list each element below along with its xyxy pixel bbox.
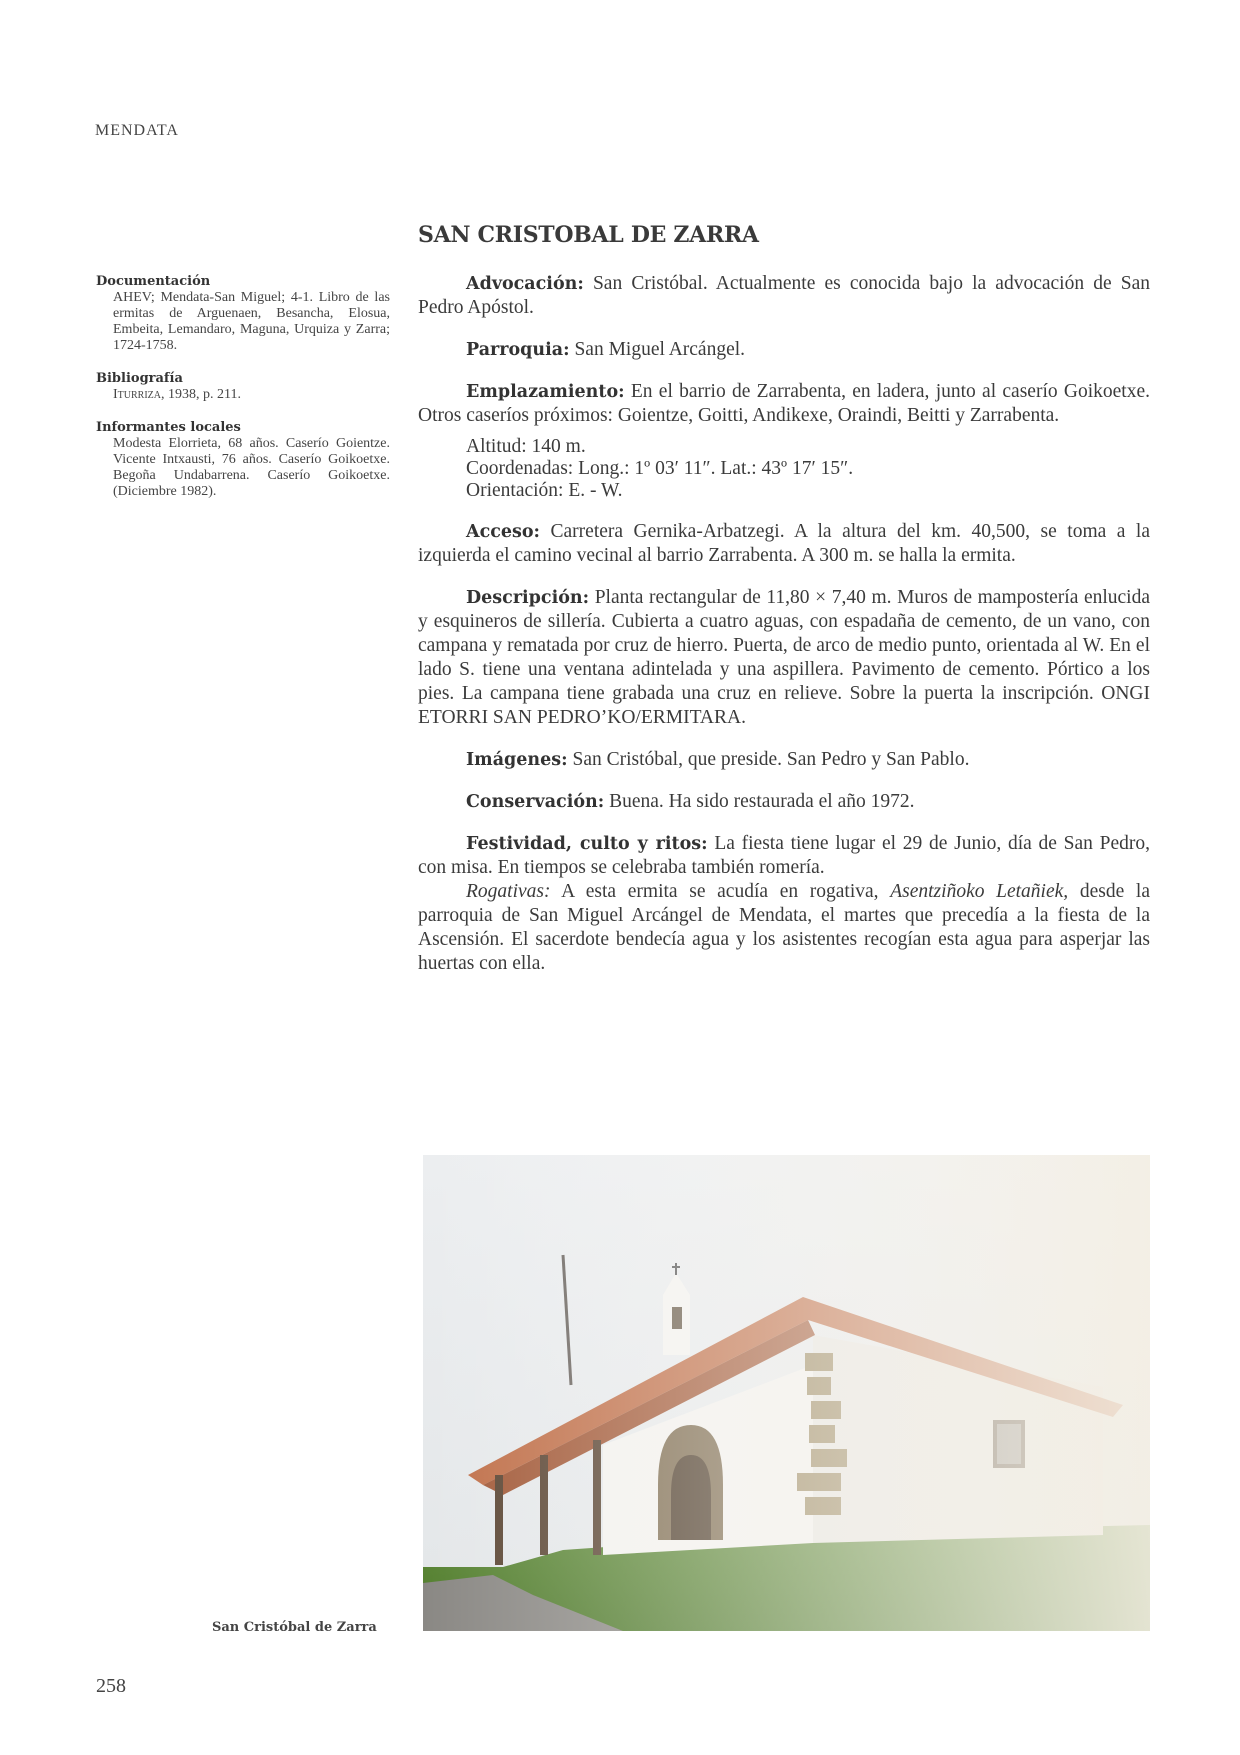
descripcion-text: Planta rectangular de 11,80 × 7,40 m. Muros de mampostería enlucida y esquineros de sillería. Cubierta a cuatro aguas, con espadaña de cemento, de un vano, con campana y rematada por cruz de hierro. Puerta, de arco de medio punto, orientada al W. En el lado S. tiene una ventana adintelada y una aspillera. Pavimento de cemento. Pórtico a los pies. La campana tiene grabada una cruz en relieve. Sobre la puerta la inscripción. ONGI ETORRI SAN PEDRO’KO/ERMITARA. — [418, 587, 1150, 728]
conservacion-para — [418, 790, 1150, 814]
conservacion-label: Conservación: — [466, 792, 605, 812]
imagenes-label: Imágenes: — [466, 750, 568, 770]
parroquia-label: Parroquia: — [466, 340, 570, 360]
rogativas-text-2: desde la parroquia de San Miguel Arcángel de Mendata, el martes que precedía a la fiesta de la Ascensión. El sacerdote bendecía agua y los asistentes recogían esta agua para asperjar las huertas con ella. — [418, 881, 1150, 974]
informantes-heading: Informantes locales — [96, 420, 241, 435]
advocacion-text: San Cristóbal. Actualmente es conocida bajo la advocación de San Pedro Apóstol. — [418, 273, 1150, 318]
rogativas-para — [418, 880, 1150, 976]
article-title: SAN CRISTOBAL DE ZARRA — [418, 222, 759, 248]
advocacion-para — [418, 272, 1150, 320]
rogativas-text-1: A esta ermita se acudía en rogativa, — [550, 881, 891, 902]
hermitage-photo — [423, 1155, 1150, 1631]
bibliografia-text — [113, 387, 390, 403]
acceso-text: Carretera Gernika-Arbatzegi. A la altura del km. 40,500, se toma a la izquierda el camino vecinal al barrio Zarrabenta. A 300 m. se halla la ermita. — [418, 521, 1150, 566]
bibliografia-author: Iturriza — [113, 387, 161, 402]
festividad-label: Festividad, culto y ritos: — [466, 834, 708, 854]
informantes-text: Modesta Elorrieta, 68 años. Caserío Goientze. Vicente Intxausti, 76 años. Caserío Goikoetxe. Begoña Undabarrena. Caserío Goikoetxe. (Diciembre 1982). — [113, 436, 390, 499]
bibliografia-heading: Bibliografía — [96, 371, 183, 386]
emplazamiento-text: En el barrio de Zarrabenta, en ladera, junto al caserío Goikoetxe. Otros caseríos próximos: Goientze, Goitti, Andikexe, Oraindi, Beitti y Zarrabenta. — [418, 381, 1150, 426]
bibliografia-block — [96, 371, 390, 403]
acceso-label: Acceso: — [466, 522, 541, 542]
bibliografia-ref: , 1938, p. 211. — [161, 387, 241, 402]
article-body — [418, 272, 1150, 976]
emplazamiento-para — [418, 380, 1150, 428]
page-number: 258 — [96, 1675, 126, 1697]
parroquia-text: San Miguel Arcángel. — [569, 339, 746, 360]
acceso-para — [418, 520, 1150, 568]
parroquia-para — [418, 338, 1150, 362]
advocacion-label: Advocación: — [466, 274, 584, 294]
documentacion-heading: Documentación — [96, 274, 211, 289]
rogativas-label: Rogativas: — [466, 881, 551, 902]
documentacion-block — [96, 274, 390, 354]
sidebar-notes — [96, 274, 390, 517]
descripcion-para — [418, 586, 1150, 730]
coordenadas: Coordenadas: Long.: 1º 03′ 11″. Lat.: 43º 17′ 15″. — [466, 458, 854, 479]
documentacion-text: AHEV; Mendata-San Miguel; 4-1. Libro de las ermitas de Arguenaen, Besancha, Elosua, Embeita, Lemandaro, Maguna, Urquiza y Zarra; 1724-1758. — [113, 290, 390, 353]
location-data — [466, 436, 1150, 502]
running-head: MENDATA — [95, 122, 179, 139]
imagenes-para — [418, 748, 1150, 772]
hermitage-photo-image — [423, 1155, 1150, 1631]
emplazamiento-label: Emplazamiento: — [466, 382, 625, 402]
rogativas-italic: Asentziñoko Letañiek, — [890, 881, 1069, 902]
conservacion-text: Buena. Ha sido restaurada el año 1972. — [604, 791, 915, 812]
descripcion-label: Descripción: — [466, 588, 590, 608]
informantes-block — [96, 420, 390, 500]
festividad-text: La fiesta tiene lugar el 29 de Junio, día de San Pedro, con misa. En tiempos se celebraba también romería. — [418, 833, 1150, 878]
imagenes-text: San Cristóbal, que preside. San Pedro y San Pablo. — [567, 749, 970, 770]
orientacion: Orientación: E. - W. — [466, 480, 623, 501]
altitud: Altitud: 140 m. — [466, 436, 586, 457]
photo-caption: San Cristóbal de Zarra — [212, 1620, 377, 1635]
festividad-para — [418, 832, 1150, 880]
